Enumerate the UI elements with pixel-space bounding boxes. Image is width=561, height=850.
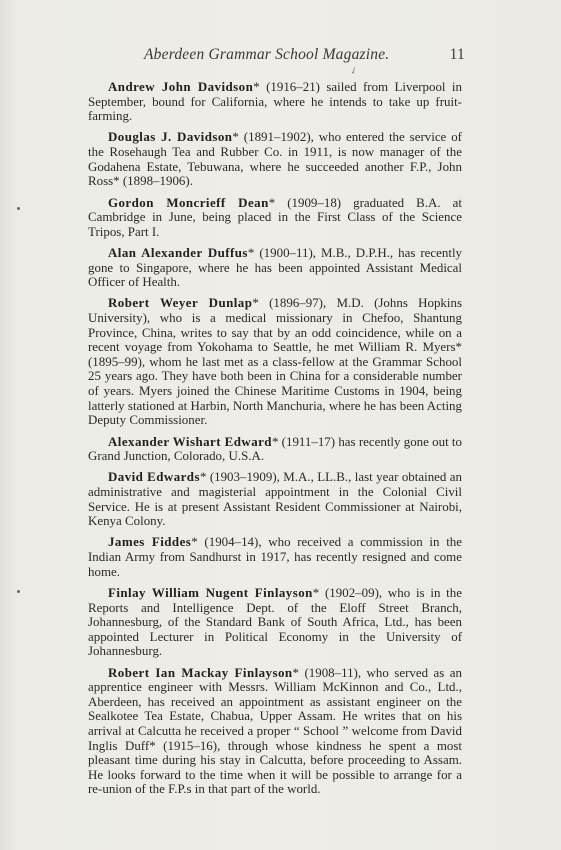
- entry-text: * (1902–09), who is in the Reports and Intelligence Dept. of the Eloff Street Branch, Johannesburg, of the Standard Bank of South Africa, Ltd., has been appointed Lecturer in Political Economy in the University of Johannesburg.: [88, 584, 462, 659]
- person-name: Douglas J. Davidson: [108, 129, 233, 145]
- magazine-title: Aberdeen Grammar School Magazine.: [144, 46, 390, 63]
- entry-text: * (1903–1909), M.A., LL.B., last year obtained an administrative and magisterial appointment in the Colonial Civil Service. He is at present Assistant Resident Commissioner at Nairobi, Kenya Colony.: [88, 469, 462, 529]
- list-item: [88, 535, 462, 579]
- person-name: Alexander Wishart Edward: [108, 433, 272, 449]
- list-item: [88, 130, 462, 188]
- list-item: [88, 586, 462, 659]
- entry-text: * (1900–11), M.B., D.P.H., has recently gone to Singapore, where he has been appointed Assistant Medical Officer of Health.: [88, 245, 463, 290]
- entry-text: * (1909–18) graduated B.A. at Cambridge in June, being placed in the First Class of the Science Tripos, Part I.: [88, 194, 462, 239]
- entry-text: * (1908–11), who served as an apprentice engineer with Messrs. William McKinnon and Co., Ltd., Aberdeen, has received an appointment as assistant engineer on the Sealkotee Tea Estate, Chabua, Upper Assam. He writes that on his arrival at Calcutta he received a proper “ School ” welcome from David Inglis Duff* (1915–16), through whose kindness he spent a most pleasant time during his stay in Calcutta, before proceeding to Assam. He looks forward to the time when it will be possible to arrange for a re-union of the F.P.s in that part of the world.: [88, 664, 462, 797]
- person-name: Alan Alexander Duffus: [108, 245, 248, 260]
- list-item: [88, 80, 462, 124]
- running-header: [88, 46, 465, 68]
- news-entries: [88, 80, 462, 797]
- person-name: David Edwards: [108, 469, 200, 485]
- person-name: Andrew John Davidson: [108, 79, 254, 94]
- list-item: [88, 666, 462, 797]
- entry-text: * (1916–21) sailed from Liverpool in September, bound for California, where he intends to take up fruit-farming.: [88, 79, 462, 124]
- list-item: [88, 296, 462, 427]
- person-name: Robert Ian Mackay Finlayson: [108, 664, 293, 680]
- list-item: [88, 196, 462, 240]
- margin-dot: [17, 590, 20, 593]
- pencil-mark-icon: ✓: [348, 64, 361, 79]
- entry-text: * (1911–17) has recently gone out to Grand Junction, Colorado, U.S.A.: [88, 433, 462, 464]
- entry-text: * (1896–97), M.D. (Johns Hopkins University), who is a medical missionary in Chefoo, Shantung Province, China, writes to say that by an odd coincidence, while on a recent voyage from Yokohama to Seattle, he met William R. Myers* (1895–99), whom he last met as a class-fellow at the Grammar School 25 years ago. They have both been in China for a considerable number of years. Myers joined the Chinese Maritime Customs in 1904, being latterly stationed at Harbin, North Manchuria, where he has been Acting Deputy Commissioner.: [88, 295, 462, 428]
- person-name: Finlay William Nugent Finlayson: [108, 584, 313, 600]
- list-item: [88, 435, 462, 464]
- margin-dot: [17, 207, 20, 210]
- list-item: [88, 470, 462, 528]
- entry-text: * (1891–1902), who entered the service of the Rosehaugh Tea and Rubber Co. in 1911, is now manager of the Godahena Estate, Tebuwana, where he succeeded another F.P., John Ross* (1898–1906).: [88, 129, 462, 189]
- list-item: [88, 246, 462, 290]
- person-name: James Fiddes: [108, 534, 192, 550]
- entry-text: * (1904–14), who received a commission in the Indian Army from Sandhurst in 1917, has recently resigned and come home.: [88, 534, 462, 579]
- page-number: 11: [449, 46, 465, 63]
- person-name: Robert Weyer Dunlap: [108, 295, 253, 311]
- person-name: Gordon Moncrieff Dean: [108, 194, 269, 210]
